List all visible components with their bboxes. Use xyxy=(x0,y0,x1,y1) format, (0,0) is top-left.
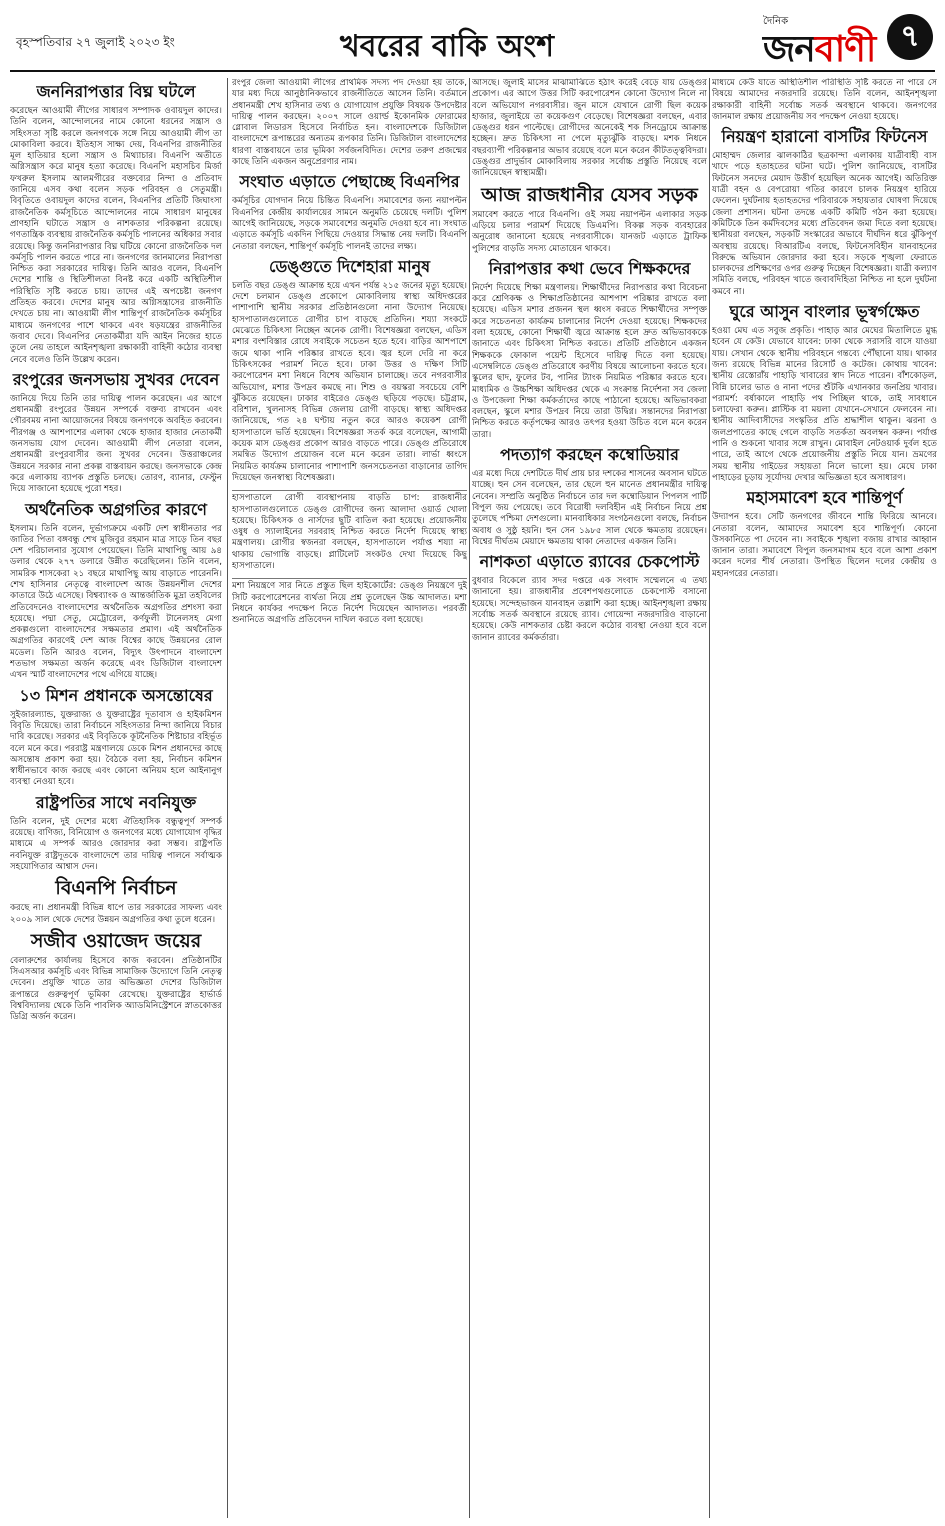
article-body: সুইজারল্যান্ড, যুক্তরাজ্য ও যুক্তরাষ্ট্রের দূতাবাস ও হাইকমিশন বিবৃতি দিয়েছে। তারা নির্বাচনে সহিংসতার নিন্দা জানিয়ে বিচার দাবি করেছে। সরকার এই বিবৃতিকে কূটনৈতিক শিষ্টাচার বহির্ভূত বলে মনে করে। পররাষ্ট্র মন্ত্রণালয়ে ডেকে মিশন প্রধানদের কাছে অসন্তোষ প্রকাশ করা হয়। বৈঠকে বলা হয়, নির্বাচন কমিশন স্বাধীনভাবে কাজ করছে এবং কোনো অনিয়ম হলে আইনানুগ ব্যবস্থা নেওয়া হবে। xyxy=(10,709,222,788)
article-body: হওয়া মেঘ এত সবুজ প্রকৃতি। পাহাড় আর মেঘের মিতালিতে মুগ্ধ হবেন যে কেউ। যেভাবে যাবেন: ঢাকা থেকে সরাসরি বাসে যাওয়া যায়। সেখান থেকে স্থানীয় পরিবহনে গন্তব্যে পৌঁছানো যায়। থাকার জন্য রয়েছে বিভিন্ন মানের রিসোর্ট ও কটেজ। কোথায় খাবেন: স্থানীয় রেস্তোরাঁয় পাহাড়ি খাবারের স্বাদ নিতে পারেন। বাঁশকোড়ল, বিন্নি চালের ভাত ও নানা পদের শুঁটকি এখানকার জনপ্রিয় খাবার। পরামর্শ: বর্ষাকালে পাহাড়ি পথ পিচ্ছিল থাকে, তাই সাবধানে চলাফেরা করুন। প্লাস্টিক বা ময়লা যেখানে-সেখানে ফেলবেন না। স্থানীয় আদিবাসীদের সংস্কৃতির প্রতি শ্রদ্ধাশীল থাকুন। ঝরনা ও জলপ্রপাতের কাছে গেলে বাড়তি সতর্কতা অবলম্বন করুন। পর্যাপ্ত পানি ও শুকনো খাবার সঙ্গে রাখুন। মোবাইল নেটওয়ার্ক দুর্বল হতে পারে, তাই আগে থেকে প্রয়োজনীয় প্রস্তুতি নিয়ে যান। ভ্রমণের সময় স্থানীয় গাইডের সহায়তা নিলে ভালো হয়। মেঘে ঢাকা পাহাড়ের চূড়ায় সূর্যোদয় দেখার অভিজ্ঞতা হবে অসাধারণ। xyxy=(712,326,937,483)
masthead-part2: বাণী xyxy=(814,28,876,70)
masthead-part1: জন xyxy=(763,28,815,70)
article-headline: জননিরাপত্তার বিঘ্ন ঘটলে xyxy=(36,82,196,101)
article-headline: আজ রাজধানীর যেসব সড়ক xyxy=(481,183,698,206)
article-body: বেলারুশের কার্যালয় হিসেবে কাজ করবেন। প্রতিষ্ঠানটির সিএসআর কর্মসূচি এবং বিভিন্ন সামাজিক উদ্যোগে তিনি নেতৃত্ব দেবেন। প্রযুক্তি খাতে তার অভিজ্ঞতা দেশের ডিজিটাল রূপান্তরে গুরুত্বপূর্ণ ভূমিকা রেখেছে। যুক্তরাষ্ট্রের হার্ভার্ড বিশ্ববিদ্যালয় থেকে তিনি পাবলিক অ্যাডমিনিস্ট্রেশনে স্নাতকোত্তর ডিগ্রি অর্জন করেন। xyxy=(10,955,222,1023)
column-divider xyxy=(227,78,228,1518)
article-headline: সজীব ওয়াজেদ জয়ের xyxy=(30,929,202,952)
column-divider xyxy=(469,78,470,1518)
article-headline: রাষ্ট্রপতির সাথে নবনিযুক্ত xyxy=(35,792,197,812)
article-headline: সংঘাত এড়াতে পেছাচ্ছে বিএনপির xyxy=(239,172,460,192)
article-body: করেছেন আওয়ামী লীগের সাধারণ সম্পাদক ওবায়দুল কাদের। তিনি বলেন, আন্দোলনের নামে কোনো ধরনের সন্ত্রাস ও সহিংসতা সৃষ্টি করলে জনগণকে সঙ্গে নিয়ে আওয়ামী লীগ তা মোকাবিলা করবে। ইতিহাস সাক্ষ্য দেয়, বিএনপির রাজনীতির মূল হাতিয়ার হলো সন্ত্রাস ও মিথ্যাচার। বিএনপি অতীতে অগ্নিসন্ত্রাস করে মানুষ হত্যা করেছে। বিএনপি মহাসচিব মির্জা ফখরুল ইসলাম আলমগীরের বক্তব্যের নিন্দা ও প্রতিবাদ জানিয়ে এসব কথা বলেন সড়ক পরিবহন ও সেতুমন্ত্রী। বিবৃতিতে ওবায়দুল কাদের বলেন, বিএনপির প্রতিটি জিঘাংসা রাজনৈতিক কর্মসূচিতে আন্দোলনের নামে সাধারণ মানুষের প্রাণহানি ঘটাতে সন্ত্রাস ও নাশকতার পরিকল্পনা রয়েছে। গণতান্ত্রিক ব্যবস্থায় রাজনৈতিক কর্মসূচি পালনের অধিকার সবার রয়েছে। কিন্তু জননিরাপত্তার বিঘ্ন ঘটিয়ে কোনো রাজনৈতিক দল কর্মসূচি পালন করতে পারে না। জনগণের জানমালের নিরাপত্তা নিশ্চিত করা সরকারের দায়িত্ব। তিনি আরও বলেন, বিএনপি দেশের শান্তি ও স্থিতিশীলতা বিনষ্ট করে একটি অস্থিতিশীল পরিস্থিতি সৃষ্টি করতে চায়। তাদের এই অপচেষ্টা জনগণ প্রতিহত করবে। দেশের মানুষ আর অগ্নিসন্ত্রাসের রাজনীতি দেখতে চায় না। আওয়ামী লীগ শান্তিপূর্ণ রাজনৈতিক কর্মসূচির মাধ্যমে জনগণের পাশে থাকবে এবং ষড়যন্ত্রের রাজনীতির জবাব দেবে। বিএনপির নেতাকর্মীরা যদি আইন নিজের হাতে তুলে নেয় তাহলে আইনশৃঙ্খলা রক্ষাকারী বাহিনী কঠোর ব্যবস্থা নেবে বলেও তিনি উল্লেখ করেন। xyxy=(10,106,222,365)
article-body: মোহাম্মদ জেলার ঝালকাঠির ছত্রকান্দা এলাকায় যাত্রীবাহী বাস খাদে পড়ে হতাহতের ঘটনা ঘটে। পুলিশ জানিয়েছে, বাসটির ফিটনেস সনদের মেয়াদ উত্তীর্ণ হয়েছিল অনেক আগেই। অতিরিক্ত যাত্রী বহন ও বেপরোয়া গতির কারণে চালক নিয়ন্ত্রণ হারিয়ে ফেলেন। দুর্ঘটনায় হতাহতদের পরিবারকে সহায়তার ঘোষণা দিয়েছে জেলা প্রশাসন। ঘটনা তদন্তে একটি কমিটি গঠন করা হয়েছে। কমিটিকে তিন কর্মদিবসের মধ্যে প্রতিবেদন জমা দিতে বলা হয়েছে। স্থানীয়রা বলছেন, সড়কটি সংস্কারের অভাবে দীর্ঘদিন ধরে ঝুঁকিপূর্ণ অবস্থায় রয়েছে। বিআরটিএ বলছে, ফিটনেসবিহীন যানবাহনের বিরুদ্ধে অভিযান জোরদার করা হবে। সড়কে শৃঙ্খলা ফেরাতে চালকদের প্রশিক্ষণের ওপর গুরুত্ব দিচ্ছেন বিশেষজ্ঞরা। যাত্রী কল্যাণ সমিতি বলছে, পরিবহন খাতে জবাবদিহিতা নিশ্চিত না হলে দুর্ঘটনা কমবে না। xyxy=(712,151,937,297)
masthead-name xyxy=(763,22,875,82)
article-body: চলতি বছর ডেঙ্গু আক্রান্ত হয়ে এখন পর্যন্ত ২১৫ জনের মৃত্যু হয়েছে। দেশে চলমান ডেঙ্গু প্রকোপে মোকাবিলায় স্বাস্থ্য অধিদপ্তরের পাশাপাশি স্থানীয় সরকার প্রতিষ্ঠানগুলো নানা উদ্যোগ নিয়েছে। হাসপাতালগুলোতে রোগীর চাপ বাড়ছে প্রতিদিন। শয্যা সংকটে মেঝেতে চিকিৎসা নিচ্ছেন অনেক রোগী। বিশেষজ্ঞরা বলছেন, এডিস মশার বংশবিস্তার রোধে সবাইকে সচেতন হতে হবে। বাড়ির আশপাশে জমে থাকা পানি পরিষ্কার রাখতে হবে। জ্বর হলে দেরি না করে চিকিৎসকের পরামর্শ নিতে হবে। ঢাকা উত্তর ও দক্ষিণ সিটি করপোরেশন মশা নিধনে বিশেষ অভিযান চালাচ্ছে। তবে নগরবাসীর অভিযোগ, মশার উপদ্রব কমছে না। শিশু ও বয়স্করা সবচেয়ে বেশি ঝুঁকিতে রয়েছেন। ঢাকার বাইরেও ডেঙ্গু ছড়িয়ে পড়ছে। চট্টগ্রাম, বরিশাল, খুলনাসহ বিভিন্ন জেলায় রোগী বাড়ছে। স্বাস্থ্য অধিদপ্তর জানিয়েছে, গত ২৪ ঘণ্টায় নতুন করে আরও কয়েকশ রোগী হাসপাতালে ভর্তি হয়েছেন। বিশেষজ্ঞরা সতর্ক করে বলেছেন, আগামী কয়েক মাস ডেঙ্গুর প্রকোপ আরও বাড়তে পারে। ডেঙ্গু প্রতিরোধে সমন্বিত উদ্যোগ প্রয়োজন বলে মনে করেন তারা। লার্ভা ধ্বংসে নিয়মিত কার্যক্রম চালানোর পাশাপাশি জনসচেতনতা বাড়ানোর তাগিদ দিয়েছেন জনস্বাস্থ্য বিশেষজ্ঞরা। xyxy=(232,280,467,483)
article-body: সমাবেশ করতে পারে বিএনপি। ওই সময় নয়াপল্টন এলাকার সড়ক এড়িয়ে চলার পরামর্শ দিয়েছে ডিএমপি। বিকল্প সড়ক ব্যবহারের অনুরোধ জানানো হয়েছে নগরবাসীকে। যানজট এড়াতে ট্রাফিক পুলিশের বাড়তি সদস্য মোতায়েন থাকবে। xyxy=(472,209,707,254)
page-header xyxy=(10,8,935,70)
article-headline: নিরাপত্তার কথা ভেবে শিক্ষকদের xyxy=(488,258,691,278)
issue-date: বৃহস্পতিবার ২৭ জুলাই ২০২৩ ইং xyxy=(16,35,175,49)
article-body: আসছে। জুলাই মাসের মাঝামাঝিতে হঠাৎ করেই বেড়ে যায় ডেঙ্গুর প্রকোপ। এর আগে উত্তর সিটি করপোরেশন কোনো উদ্যোগ নিলে না বলে অভিযোগ নগরবাসীর। জুন মাসে যেখানে রোগী ছিল কয়েক হাজার, জুলাইয়ে তা কয়েকগুণ বেড়েছে। বিশেষজ্ঞরা বলছেন, এবার ডেঙ্গুর ধরন পাল্টেছে। রোগীদের অনেকেই শক সিনড্রোমে আক্রান্ত হচ্ছেন। দ্রুত চিকিৎসা না পেলে মৃত্যুঝুঁকি বাড়ছে। মশক নিধনে বছরব্যাপী পরিকল্পনার অভাব রয়েছে বলে মনে করেন কীটতত্ত্ববিদরা। ডেঙ্গুর প্রাদুর্ভাব মোকাবিলায় সরকার সর্বোচ্চ প্রস্তুতি নিয়েছে বলে জানিয়েছেন স্বাস্থ্যমন্ত্রী। xyxy=(472,78,707,179)
article-body: উদ্যাপন হবে। সেটি জনগণের জীবনে শান্তি ফিরিয়ে আনবে। নেতারা বলেন, আমাদের সমাবেশ হবে শান্তিপূর্ণ। কোনো উসকানিতে পা দেবেন না। সবাইকে শৃঙ্খলা বজায় রাখার আহ্বান জানান তারা। সমাবেশে বিপুল জনসমাগম হবে বলে আশা প্রকাশ করেন দলের শীর্ষ নেতারা। উপস্থিত ছিলেন দলের কেন্দ্রীয় ও মহানগরের নেতারা। xyxy=(712,512,937,579)
article-headline: নাশকতা এড়াতে র‍্যাবের চেকপোস্ট xyxy=(479,552,700,572)
masthead-logo xyxy=(755,8,935,68)
column-4 xyxy=(712,78,937,1518)
article-body: কর্মসূচির যোগদান নিয়ে চিন্তিত বিএনপি। সমাবেশের জন্য নয়াপল্টন বিএনপির কেন্দ্রীয় কার্যালয়ের সামনে অনুমতি চেয়েছে দলটি। পুলিশ আগেই জানিয়েছে, সড়কে সমাবেশের অনুমতি দেওয়া হবে না। সংঘাত এড়াতে কর্মসূচি একদিন পিছিয়ে দেওয়ার সিদ্ধান্ত নেয় দলটি। বিএনপি নেতারা বলছেন, শান্তিপূর্ণ কর্মসূচি পালনই তাদের লক্ষ্য। xyxy=(232,196,467,252)
masthead-small: দৈনিক xyxy=(763,16,789,27)
article-headline: রংপুরের জনসভায় সুখবর দেবেন xyxy=(12,369,220,389)
article-body: মাধ্যমে কেউ যাতে অস্থিতিশীল পরিস্থিতি সৃষ্টি করতে না পারে সে বিষয়ে আমাদের নজরদারি রয়েছে। তিনি বলেন, আইনশৃঙ্খলা রক্ষাকারী বাহিনী সর্বোচ্চ সতর্ক অবস্থানে থাকবে। জনগণের জানমাল রক্ষায় প্রয়োজনীয় সব পদক্ষেপ নেওয়া হয়েছে। xyxy=(712,78,937,122)
article-body: বুধবার বিকেলে র‍্যাব সদর দপ্তরে এক সংবাদ সম্মেলনে এ তথ্য জানানো হয়। রাজধানীর প্রবেশপথগুলোতে চেকপোস্ট বসানো হয়েছে। সন্দেহভাজন যানবাহন তল্লাশি করা হচ্ছে। আইনশৃঙ্খলা রক্ষায় সর্বোচ্চ সতর্ক অবস্থানে রয়েছে র‍্যাব। গোয়েন্দা নজরদারিও বাড়ানো হয়েছে। কেউ নাশকতার চেষ্টা করলে কঠোর ব্যবস্থা নেওয়া হবে বলে জানান র‍্যাবের কর্মকর্তারা। xyxy=(472,576,707,643)
column-1 xyxy=(10,78,222,1518)
article-body: তিনি বলেন, দুই দেশের মধ্যে ঐতিহাসিক বন্ধুত্বপূর্ণ সম্পর্ক রয়েছে। বাণিজ্য, বিনিয়োগ ও জনগণের মধ্যে যোগাযোগ বৃদ্ধির মাধ্যমে এ সম্পর্ক আরও জোরদার করা সম্ভব। রাষ্ট্রপতি নবনিযুক্ত রাষ্ট্রদূতকে বাংলাদেশে তার দায়িত্ব পালনে সর্বাত্মক সহযোগিতার আশ্বাস দেন। xyxy=(10,816,222,872)
article-body: হাসপাতালে রোগী ব্যবস্থাপনায় বাড়তি চাপ: রাজধানীর হাসপাতালগুলোতে ডেঙ্গু রোগীদের জন্য আলাদা ওয়ার্ড খোলা হয়েছে। চিকিৎসক ও নার্সদের ছুটি বাতিল করা হয়েছে। প্রয়োজনীয় ওষুধ ও স্যালাইনের সরবরাহ নিশ্চিত করতে নির্দেশ দিয়েছে স্বাস্থ্য মন্ত্রণালয়। রোগীর স্বজনরা বলছেন, হাসপাতালে পর্যাপ্ত শয্যা না থাকায় ভোগান্তি বাড়ছে। প্লাটিলেট সংকটও দেখা দিয়েছে কিছু হাসপাতালে। xyxy=(232,493,467,571)
article-headline: অর্থনৈতিক অগ্রগতির কারণে xyxy=(25,499,207,519)
article-headline: ডেঙ্গুতে দিশেহারা মানুষ xyxy=(268,256,431,276)
article-body: ইসলাম। তিনি বলেন, দুর্ভাগ্যক্রমে একটি দেশ স্বাধীনতার পর জাতির পিতা বঙ্গবন্ধু শেখ মুজিবুর রহমান মাত্র সাড়ে তিন বছর দেশ পরিচালনার সুযোগ পেয়েছেন। তিনি মাথাপিছু আয় ৯৪ ডলার থেকে ২৭৭ ডলারে উন্নীত করেছিলেন। তিনি বলেন, সামরিক শাসকেরা ২১ বছরে মাথাপিছু আয় বাড়াতে পারেননি। শেখ হাসিনার নেতৃত্বে বাংলাদেশ আজ উন্নয়নশীল দেশের কাতারে উঠে এসেছে। বিশ্বব্যাংক ও আন্তর্জাতিক মুদ্রা তহবিলের প্রতিবেদনেও বাংলাদেশের অর্থনৈতিক অগ্রগতির প্রশংসা করা হয়েছে। পদ্মা সেতু, মেট্রোরেল, কর্ণফুলী টানেলসহ মেগা প্রকল্পগুলো বাংলাদেশের সক্ষমতার প্রমাণ। এই অর্থনৈতিক অগ্রগতির কারণেই দেশ আজ বিশ্বের কাছে উন্নয়নের রোল মডেল। তিনি আরও বলেন, বিদ্যুৎ উৎপাদনে বাংলাদেশ শতভাগ সক্ষমতা অর্জন করেছে এবং ডিজিটাল বাংলাদেশ এখন স্মার্ট বাংলাদেশের পথে এগিয়ে যাচ্ছে। xyxy=(10,523,222,681)
header-rule xyxy=(10,70,935,72)
article-separator xyxy=(232,490,467,491)
article-headline: বিএনপি নির্বাচন xyxy=(55,877,177,900)
article-headline: ১৩ মিশন প্রধানকে অসন্তোষের xyxy=(19,685,213,705)
article-headline: ঘুরে আসুন বাংলার ভূস্বর্গক্ষেত xyxy=(729,302,920,322)
column-2 xyxy=(232,78,467,1518)
article-headline: পদত্যাগ করছেন কম্বোডিয়ার xyxy=(500,445,679,465)
article-body: মশা নিয়ন্ত্রণে সার নিতে প্রস্তুত ছিল হাইকোর্টের: ডেঙ্গু নিয়ন্ত্রণে দুই সিটি করপোরেশনের ব্যর্থতা নিয়ে প্রশ্ন তুলেছেন উচ্চ আদালত। মশা নিধনে কার্যকর পদক্ষেপ নিতে নির্দেশ দিয়েছেন আদালত। পরবর্তী শুনানিতে অগ্রগতি প্রতিবেদন দাখিল করতে বলা হয়েছে। xyxy=(232,581,467,626)
article-headline: মহাসমাবেশ হবে শান্তিপূর্ণ xyxy=(746,488,903,508)
column-3 xyxy=(472,78,707,1518)
article-separator xyxy=(232,578,467,579)
section-title: খবরের বাকি অংশ xyxy=(340,29,554,64)
article-body: রংপুর জেলা আওয়ামী লীগের প্রাথমিক সদস্য পদ দেওয়া হয় তাকে, যার মধ্য দিয়ে আনুষ্ঠানিকভাবে রাজনীতিতে আসেন তিনি। বর্তমানে প্রধানমন্ত্রী শেখ হাসিনার তথ্য ও যোগাযোগ প্রযুক্তি বিষয়ক উপদেষ্টার দায়িত্ব পালন করছেন। ২০০৭ সালে ওয়ার্ল্ড ইকোনমিক ফোরামের গ্লোবাল লিডারস হিসেবে নির্বাচিত হন। বাংলাদেশকে ডিজিটাল বাংলাদেশে রূপান্তরের অন্যতম রূপকার তিনি। ডিজিটাল বাংলাদেশের ধারণা বাস্তবায়নে তার ভূমিকা সর্বজনবিদিত। দেশের তরুণ প্রজন্মের কাছে তিনি একজন অনুপ্রেরণার নাম। xyxy=(232,78,467,168)
article-body: করছে না। প্রধানমন্ত্রী বিভিন্ন ধাপে তার সরকারের সাফল্য এবং ২০০৯ সাল থেকে দেশের উন্নয়ন অগ্রগতির কথা তুলে ধরেন। xyxy=(10,903,222,925)
article-body: নির্দেশ দিয়েছে শিক্ষা মন্ত্রণালয়। শিক্ষার্থীদের নিরাপত্তার কথা বিবেচনা করে শ্রেণিকক্ষ ও শিক্ষাপ্রতিষ্ঠানের আশপাশ পরিষ্কার রাখতে বলা হয়েছে। এডিস মশার প্রজনন স্থল ধ্বংস করতে শিক্ষার্থীদের সম্পৃক্ত করে সচেতনতা কার্যক্রম চালানোর নির্দেশ দেওয়া হয়েছে। শিক্ষকদের বলা হয়েছে, কোনো শিক্ষার্থী জ্বরে আক্রান্ত হলে দ্রুত অভিভাবককে জানাতে এবং চিকিৎসা নিশ্চিত করতে। প্রতিটি প্রতিষ্ঠানে একজন শিক্ষককে ফোকাল পয়েন্ট হিসেবে দায়িত্ব দিতে বলা হয়েছে। এসেম্বলিতে ডেঙ্গু প্রতিরোধে করণীয় বিষয়ে আলোচনা করতে হবে। স্কুলের ছাদ, ফুলের টব, পানির ট্যাংক নিয়মিত পরিষ্কার করতে হবে। মাধ্যমিক ও উচ্চশিক্ষা অধিদপ্তর থেকে এ সংক্রান্ত নির্দেশনা সব জেলা ও উপজেলা শিক্ষা কর্মকর্তাদের কাছে পাঠানো হয়েছে। অভিভাবকরা বলছেন, স্কুলে মশার উপদ্রব নিয়ে তারা উদ্বিগ্ন। সন্তানদের নিরাপত্তা নিশ্চিত করতে কর্তৃপক্ষের আরও তৎপর হওয়া উচিত বলে মনে করেন তারা। xyxy=(472,282,707,440)
article-headline: নিয়ন্ত্রণ হারানো বাসটির ফিটনেস xyxy=(721,127,928,147)
page-number: ৭ xyxy=(887,14,933,60)
article-body: এর মধ্যে দিয়ে দেশটিতে দীর্ঘ প্রায় চার দশকের শাসনের অবসান ঘটতে যাচ্ছে। হুন সেন বলেছেন, তার ছেলে হুন মানেত প্রধানমন্ত্রীর দায়িত্ব নেবেন। সম্প্রতি অনুষ্ঠিত নির্বাচনে তার দল কম্বোডিয়ান পিপলস পার্টি বিপুল জয় পেয়েছে। তবে বিরোধী দলবিহীন এই নির্বাচন নিয়ে প্রশ্ন তুলেছে পশ্চিমা দেশগুলো। মানবাধিকার সংগঠনগুলো বলছে, নির্বাচন অবাধ ও সুষ্ঠু হয়নি। হুন সেন ১৯৮৫ সাল থেকে ক্ষমতায় রয়েছেন। বিশ্বের দীর্ঘতম মেয়াদে ক্ষমতায় থাকা নেতাদের একজন তিনি। xyxy=(472,469,707,547)
article-body: জানিয়ে দিয়ে তিনি তার দায়িত্ব পালন করেছেন। এর আগে প্রধানমন্ত্রী রংপুরের উন্নয়ন সম্পর্কে বক্তব্য রাখবেন এবং গৌরবময় নানা আয়োজনের বিষয়ে জনগণকে অবহিত করবেন। পীরগঞ্জ ও আশপাশের এলাকা থেকে হাজার হাজার নেতাকর্মী জনসভায় যোগ দেবেন। আওয়ামী লীগ নেতারা বলেন, প্রধানমন্ত্রী রংপুরবাসীর জন্য সুখবর দেবেন। উত্তরাঞ্চলের উন্নয়নে সরকার নানা প্রকল্প বাস্তবায়ন করছে। জনসভাকে কেন্দ্র করে এলাকায় ব্যাপক প্রস্তুতি চলছে। তোরণ, ব্যানার, ফেস্টুন দিয়ে সাজানো হয়েছে পুরো শহর। xyxy=(10,393,222,495)
column-divider xyxy=(709,78,710,1518)
